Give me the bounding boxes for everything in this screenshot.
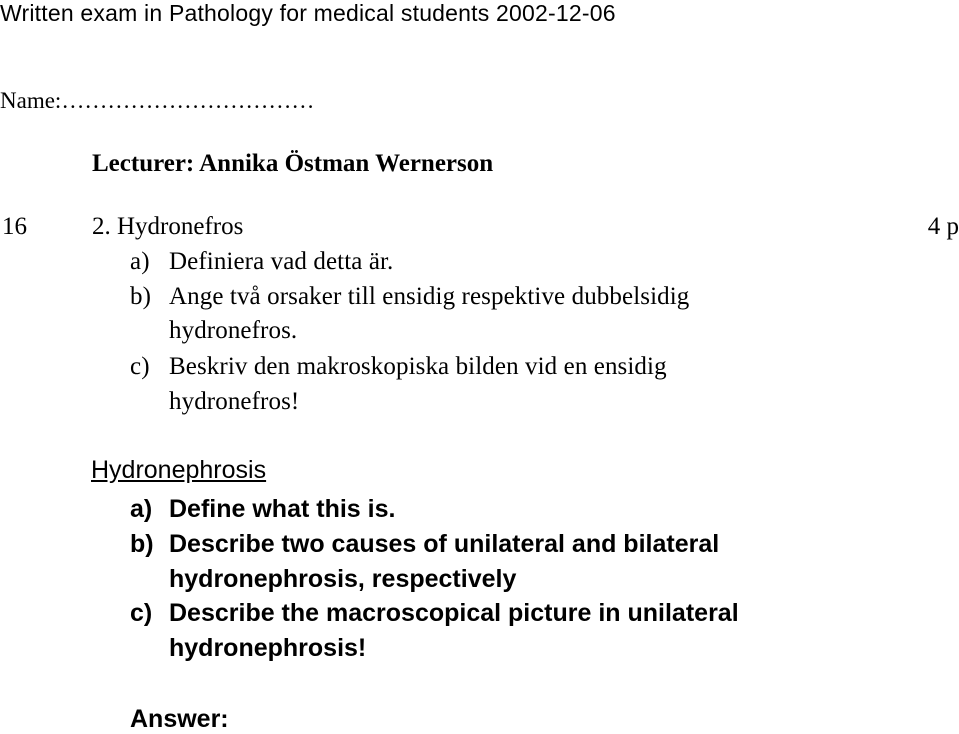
en-item-b-line-2: hydronephrosis, respectively <box>169 565 517 593</box>
sv-item-a-label: a) <box>130 248 150 275</box>
en-item-c <box>130 599 739 628</box>
question-title: 2. Hydronefros <box>92 213 244 240</box>
sv-item-b-label: b) <box>130 283 152 310</box>
sv-item-b <box>130 283 689 311</box>
sv-item-c-line-2: hydronefros! <box>169 388 300 415</box>
sv-item-b-line-1: Ange två orsaker till ensidig respektive dubbelsidig <box>169 283 690 310</box>
sv-item-c <box>130 353 667 381</box>
document-header: Written exam in Pathology for medical students 2002-12-06 <box>0 0 616 26</box>
name-field <box>0 88 314 114</box>
en-item-b <box>130 530 719 559</box>
sv-item-b-line-2: hydronefros. <box>169 317 298 344</box>
question-number: 16 <box>2 213 27 240</box>
en-item-b-label: b) <box>130 530 154 558</box>
lecturer: Lecturer: Annika Östman Wernerson <box>92 150 494 177</box>
english-title: Hydronephrosis <box>91 456 267 484</box>
sv-item-a-line-1: Definiera vad detta är. <box>169 248 394 275</box>
en-item-a-label: a) <box>130 495 153 523</box>
question-points: 4 p <box>927 213 959 240</box>
sv-item-a <box>130 248 393 276</box>
en-item-c-line-1: Describe the macroscopical picture in unilateral <box>169 599 739 627</box>
en-item-a-line-1: Define what this is. <box>169 495 396 523</box>
sv-item-c-label: c) <box>130 353 150 380</box>
name-blank: …………………………… <box>61 88 315 113</box>
answer-label: Answer: <box>130 705 229 733</box>
en-item-c-line-2: hydronephrosis! <box>169 634 367 662</box>
en-item-b-line-1: Describe two causes of unilateral and bilateral <box>169 530 720 558</box>
en-item-a <box>130 495 395 524</box>
en-item-c-label: c) <box>130 599 153 627</box>
name-label: Name: <box>0 88 62 113</box>
sv-item-c-line-1: Beskriv den makroskopiska bilden vid en ensidig <box>169 353 667 380</box>
